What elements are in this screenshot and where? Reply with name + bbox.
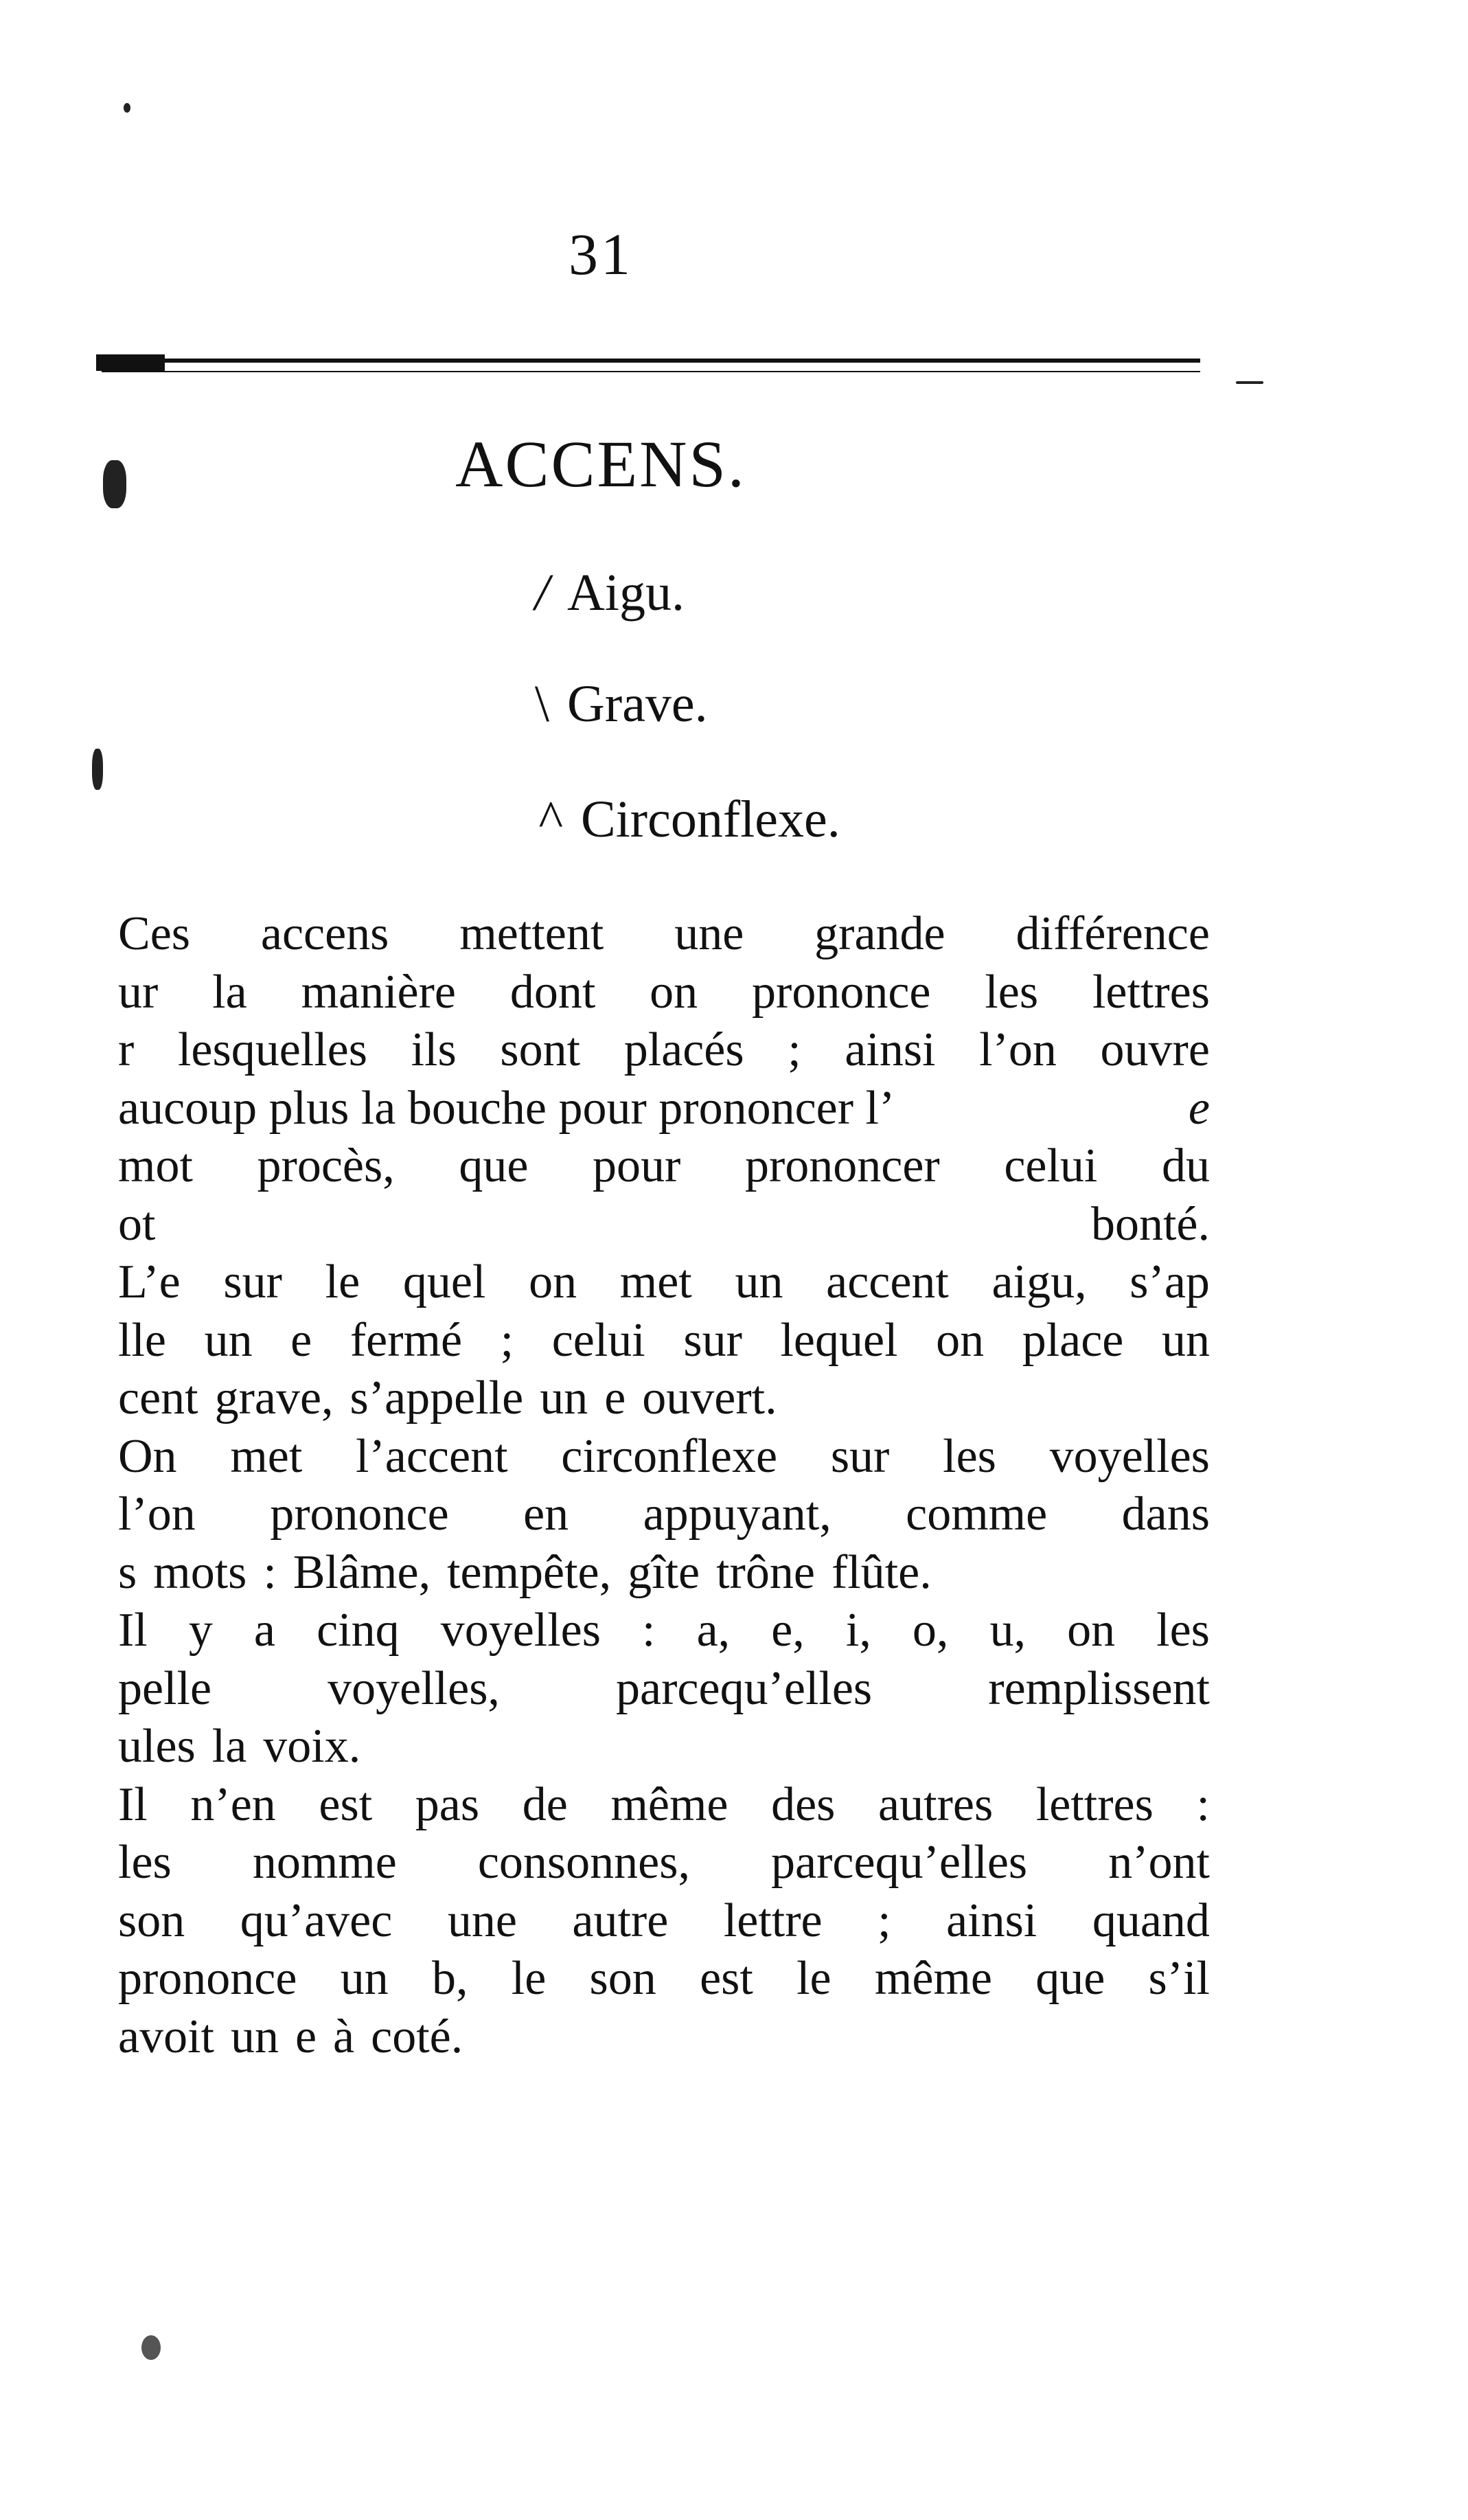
page-number: 31 [569,221,633,287]
paragraph-4 [118,1602,1210,1776]
heading-accens: ACCENS. [455,427,746,501]
print-speck [1236,381,1263,384]
text-line: lle un e fermé ; celui sur lequel on place un [118,1313,1210,1367]
text-line: les nomme consonnes, parcequ’elles n’ont [118,1836,1210,1889]
header-rule-thin [102,371,1200,372]
text-line: L’e sur le quel on met un accent aigu, s’ap [118,1256,1210,1308]
print-speck [103,460,126,508]
print-speck [124,103,130,113]
header-rule [102,359,1200,363]
paragraph-2 [118,1253,1210,1428]
accent-item-grave [494,674,708,734]
text-line: prononce un b, le son est le même que s’il [118,1952,1210,2005]
text-line: ules la voix. [118,1720,361,1773]
paragraph-3 [118,1428,1210,1602]
text-line-start: aucoup plus la bouche pour prononcer l’ [118,1081,895,1135]
accent-label-circonflexe: Circonflexe. [581,791,840,848]
circumflex-accent-icon: ^ [538,791,563,848]
text-line [118,1080,1210,1138]
text-line: avoit un e à coté. [118,2010,463,2063]
paragraph-5 [118,1776,1210,2067]
header-rule-mark [96,354,165,371]
text-line: ot bonté. [118,1197,1210,1251]
text-line: son qu’avec une autre lettre ; ainsi quand [118,1894,1210,1947]
paragraph-1 [118,905,1210,1253]
accent-label-grave: Grave. [567,675,708,733]
text-line: Ces accens mettent une grande différence [118,907,1210,960]
text-line: mot procès, que pour prononcer celui du [118,1139,1210,1192]
grave-accent-icon: \ [534,675,549,733]
accent-item-aigu [494,563,685,623]
acute-accent-icon: / [534,564,549,622]
text-line: On met l’accent circonflexe sur les voyelles [118,1429,1210,1483]
text-line: s mots : Blâme, tempête, gîte trône flûte. [118,1545,932,1599]
text-line: ur la manière dont on prononce les lettres [118,965,1210,1019]
print-speck [141,2335,161,2360]
text-line: r lesquelles ils sont placés ; ainsi l’on ouvre [118,1023,1210,1076]
text-line: l’on prononce en appuyant, comme dans [118,1488,1210,1541]
print-speck [92,749,103,790]
text-line: cent grave, s’appelle un e ouvert. [118,1372,777,1424]
text-line: Il y a cinq voyelles : a, e, i, o, u, on les [118,1604,1210,1657]
accent-item-circonflexe [508,790,840,850]
accent-label-aigu: Aigu. [567,564,685,622]
italic-letter: e [1188,1081,1210,1135]
body-text [118,905,1210,2066]
text-line: Il n’en est pas de même des autres lettres : [118,1778,1210,1831]
text-line: pelle voyelles, parcequ’elles remplissent [118,1661,1210,1715]
